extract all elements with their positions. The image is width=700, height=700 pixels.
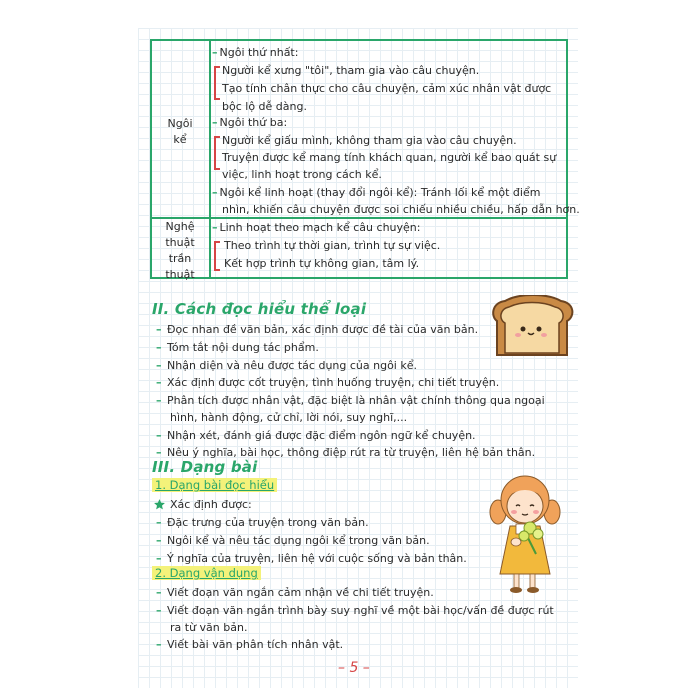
table-line: việc, linh hoạt trong cách kể. (222, 168, 382, 181)
bracket-mark (214, 66, 220, 100)
table-line: Người kể xưng "tôi", tham gia vào câu chuyện. (222, 64, 480, 77)
page-number: – 5 – (338, 660, 370, 676)
list-item: – Đọc nhan đề văn bản, xác định được đề tài của văn bản. (156, 323, 479, 336)
table-line: Truyện được kể mang tính khách quan, người kể bao quát sự (222, 151, 557, 164)
bread-toast-illustration (489, 295, 575, 359)
list-item: – Nhận xét, đánh giá được đặc điểm ngôn ngữ kể chuyện. (156, 429, 476, 442)
table-line: – Linh hoạt theo mạch kể câu chuyện: (212, 221, 421, 234)
list-item: – Viết đoạn văn ngắn cảm nhận về chi tiết truyện. (156, 586, 434, 599)
girl-with-flowers-illustration (486, 470, 566, 598)
table-line: – Ngôi thứ nhất: (212, 46, 299, 59)
subsection-reading-comprehension: 1. Dạng bài đọc hiểu (152, 478, 277, 492)
row-label-ngoi-ke: Ngôi kể (167, 117, 193, 146)
table-line: Theo trình tự thời gian, trình tự sự việc. (224, 239, 441, 252)
bracket-mark (214, 241, 220, 271)
list-item: – Viết đoạn văn ngắn trình bày suy nghĩ về một bài học/vấn đề được rút (156, 604, 554, 617)
table-line: Tạo tính chân thực cho câu chuyện, cảm xúc nhân vật được (222, 82, 552, 95)
table-line: bộc lộ dễ dàng. (222, 100, 307, 113)
row-label-nghe-thuat: Nghệ thuật trần thuật (165, 220, 195, 281)
list-item: – Xác định được cốt truyện, tình huống truyện, chi tiết truyện. (156, 376, 500, 389)
list-item: – Nêu ý nghĩa, bài học, thông điệp rút ra từ truyện, liên hệ bản thân. (156, 446, 536, 459)
list-item: – Phân tích được nhân vật, đặc biệt là nhân vật chính thông qua ngoại (156, 394, 545, 407)
table-line: Người kể giấu mình, không tham gia vào câu chuyện. (222, 134, 517, 147)
table-line: nhìn, khiến câu chuyện được soi chiếu nhiều chiều, hấp dẫn hơn. (222, 203, 580, 216)
table-line: Kết hợp trình tự không gian, tâm lý. (224, 257, 420, 270)
section-title-exercise: III. Dạng bài (152, 458, 258, 476)
table-line: – Ngôi thứ ba: (212, 116, 288, 129)
list-item: – Ngôi kể và nêu tác dụng ngôi kể trong văn bản. (156, 534, 430, 547)
bracket-mark (214, 136, 220, 170)
list-item: – Đặc trưng của truyện trong văn bản. (156, 516, 369, 529)
list-item: – Ý nghĩa của truyện, liên hệ với cuộc sống và bản thân. (156, 552, 467, 565)
list-item: ra từ văn bản. (170, 621, 248, 634)
table-line: – Ngôi kể linh hoạt (thay đổi ngôi kể): Tránh lối kể một điểm (212, 186, 541, 199)
star-icon (153, 498, 166, 511)
list-lead: Xác định được: (170, 498, 252, 511)
section-title-reading: II. Cách đọc hiểu thể loại (152, 300, 367, 318)
subsection-application: 2. Dạng vận dụng (152, 566, 261, 580)
list-item: – Tóm tắt nội dung tác phẩm. (156, 341, 319, 354)
list-item: hình, hành động, cử chỉ, lời nói, suy nghĩ,... (170, 411, 408, 424)
list-item: – Nhận diện và nêu được tác dụng của ngôi kể. (156, 359, 417, 372)
list-item: – Viết bài văn phân tích nhân vật. (156, 638, 344, 651)
